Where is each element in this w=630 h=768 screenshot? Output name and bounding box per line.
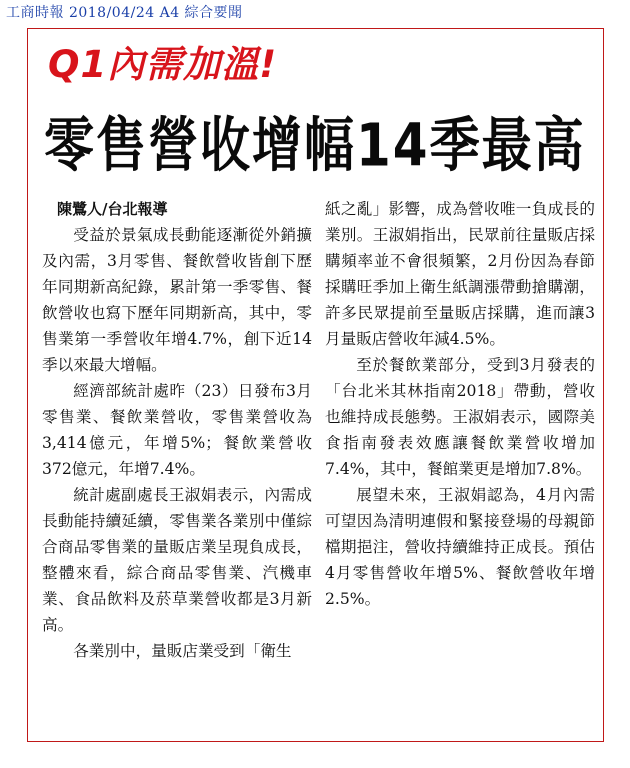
article-headline: 零售營收增幅14季最高: [44, 110, 586, 180]
column-divider: [315, 196, 316, 736]
article-paragraph: 經濟部統計處昨（23）日發布3月零售業、餐飲業營收，零售業營收為3,414億元，年增5%；餐飲業營收372億元，年增7.4%。: [42, 382, 312, 478]
article-paragraph-continued: 紙之亂」影響，成為營收唯一負成長的業別。王淑娟指出，民眾前往量販店採購頻率並不會很頻繁，2月份因為春節採購旺季加上衛生紙調漲帶動搶購潮，許多民眾提前至量販店採購，進而讓3月量販店營收年減4.5%。: [325, 200, 595, 348]
newspaper-source-line: 工商時報 2018/04/24 A4 綜合要聞: [6, 5, 243, 21]
article-column-left: [42, 196, 312, 664]
article-column-right: [325, 196, 595, 612]
article-paragraph: 統計處副處長王淑娟表示，內需成長動能持續延續，零售業各業別中僅綜合商品零售業的量販店業呈現負成長，整體來看，綜合商品零售業、汽機車業、食品飲料及菸草業營收都是3月新高。: [42, 486, 312, 634]
article-paragraph: 受益於景氣成長動能逐漸從外銷擴及內需，3月零售、餐飲營收皆創下歷年同期新高紀錄，累計第一季零售、餐飲營收也寫下歷年同期新高，其中，零售業第一季營收年增4.7%，創下近14季以來最大增幅。: [42, 226, 312, 374]
article-paragraph: 至於餐飲業部分，受到3月發表的「台北米其林指南2018」帶動，營收也維持成長態勢。王淑娟表示，國際美食指南發表效應讓餐飲業營收增加7.4%，其中，餐館業更是增加7.8%。: [325, 356, 595, 478]
article-byline: 陳鷺人/台北報導: [57, 200, 168, 218]
article-paragraph: 展望未來，王淑娟認為，4月內需可望因為清明連假和緊接登場的母親節檔期挹注，營收持續維持正成長。預估4月零售營收年增5%、餐飲營收年增2.5%。: [325, 486, 595, 608]
article-paragraph: 各業別中，量販店業受到「衛生: [73, 642, 292, 660]
article-kicker: Q1內需加溫!: [48, 43, 278, 86]
